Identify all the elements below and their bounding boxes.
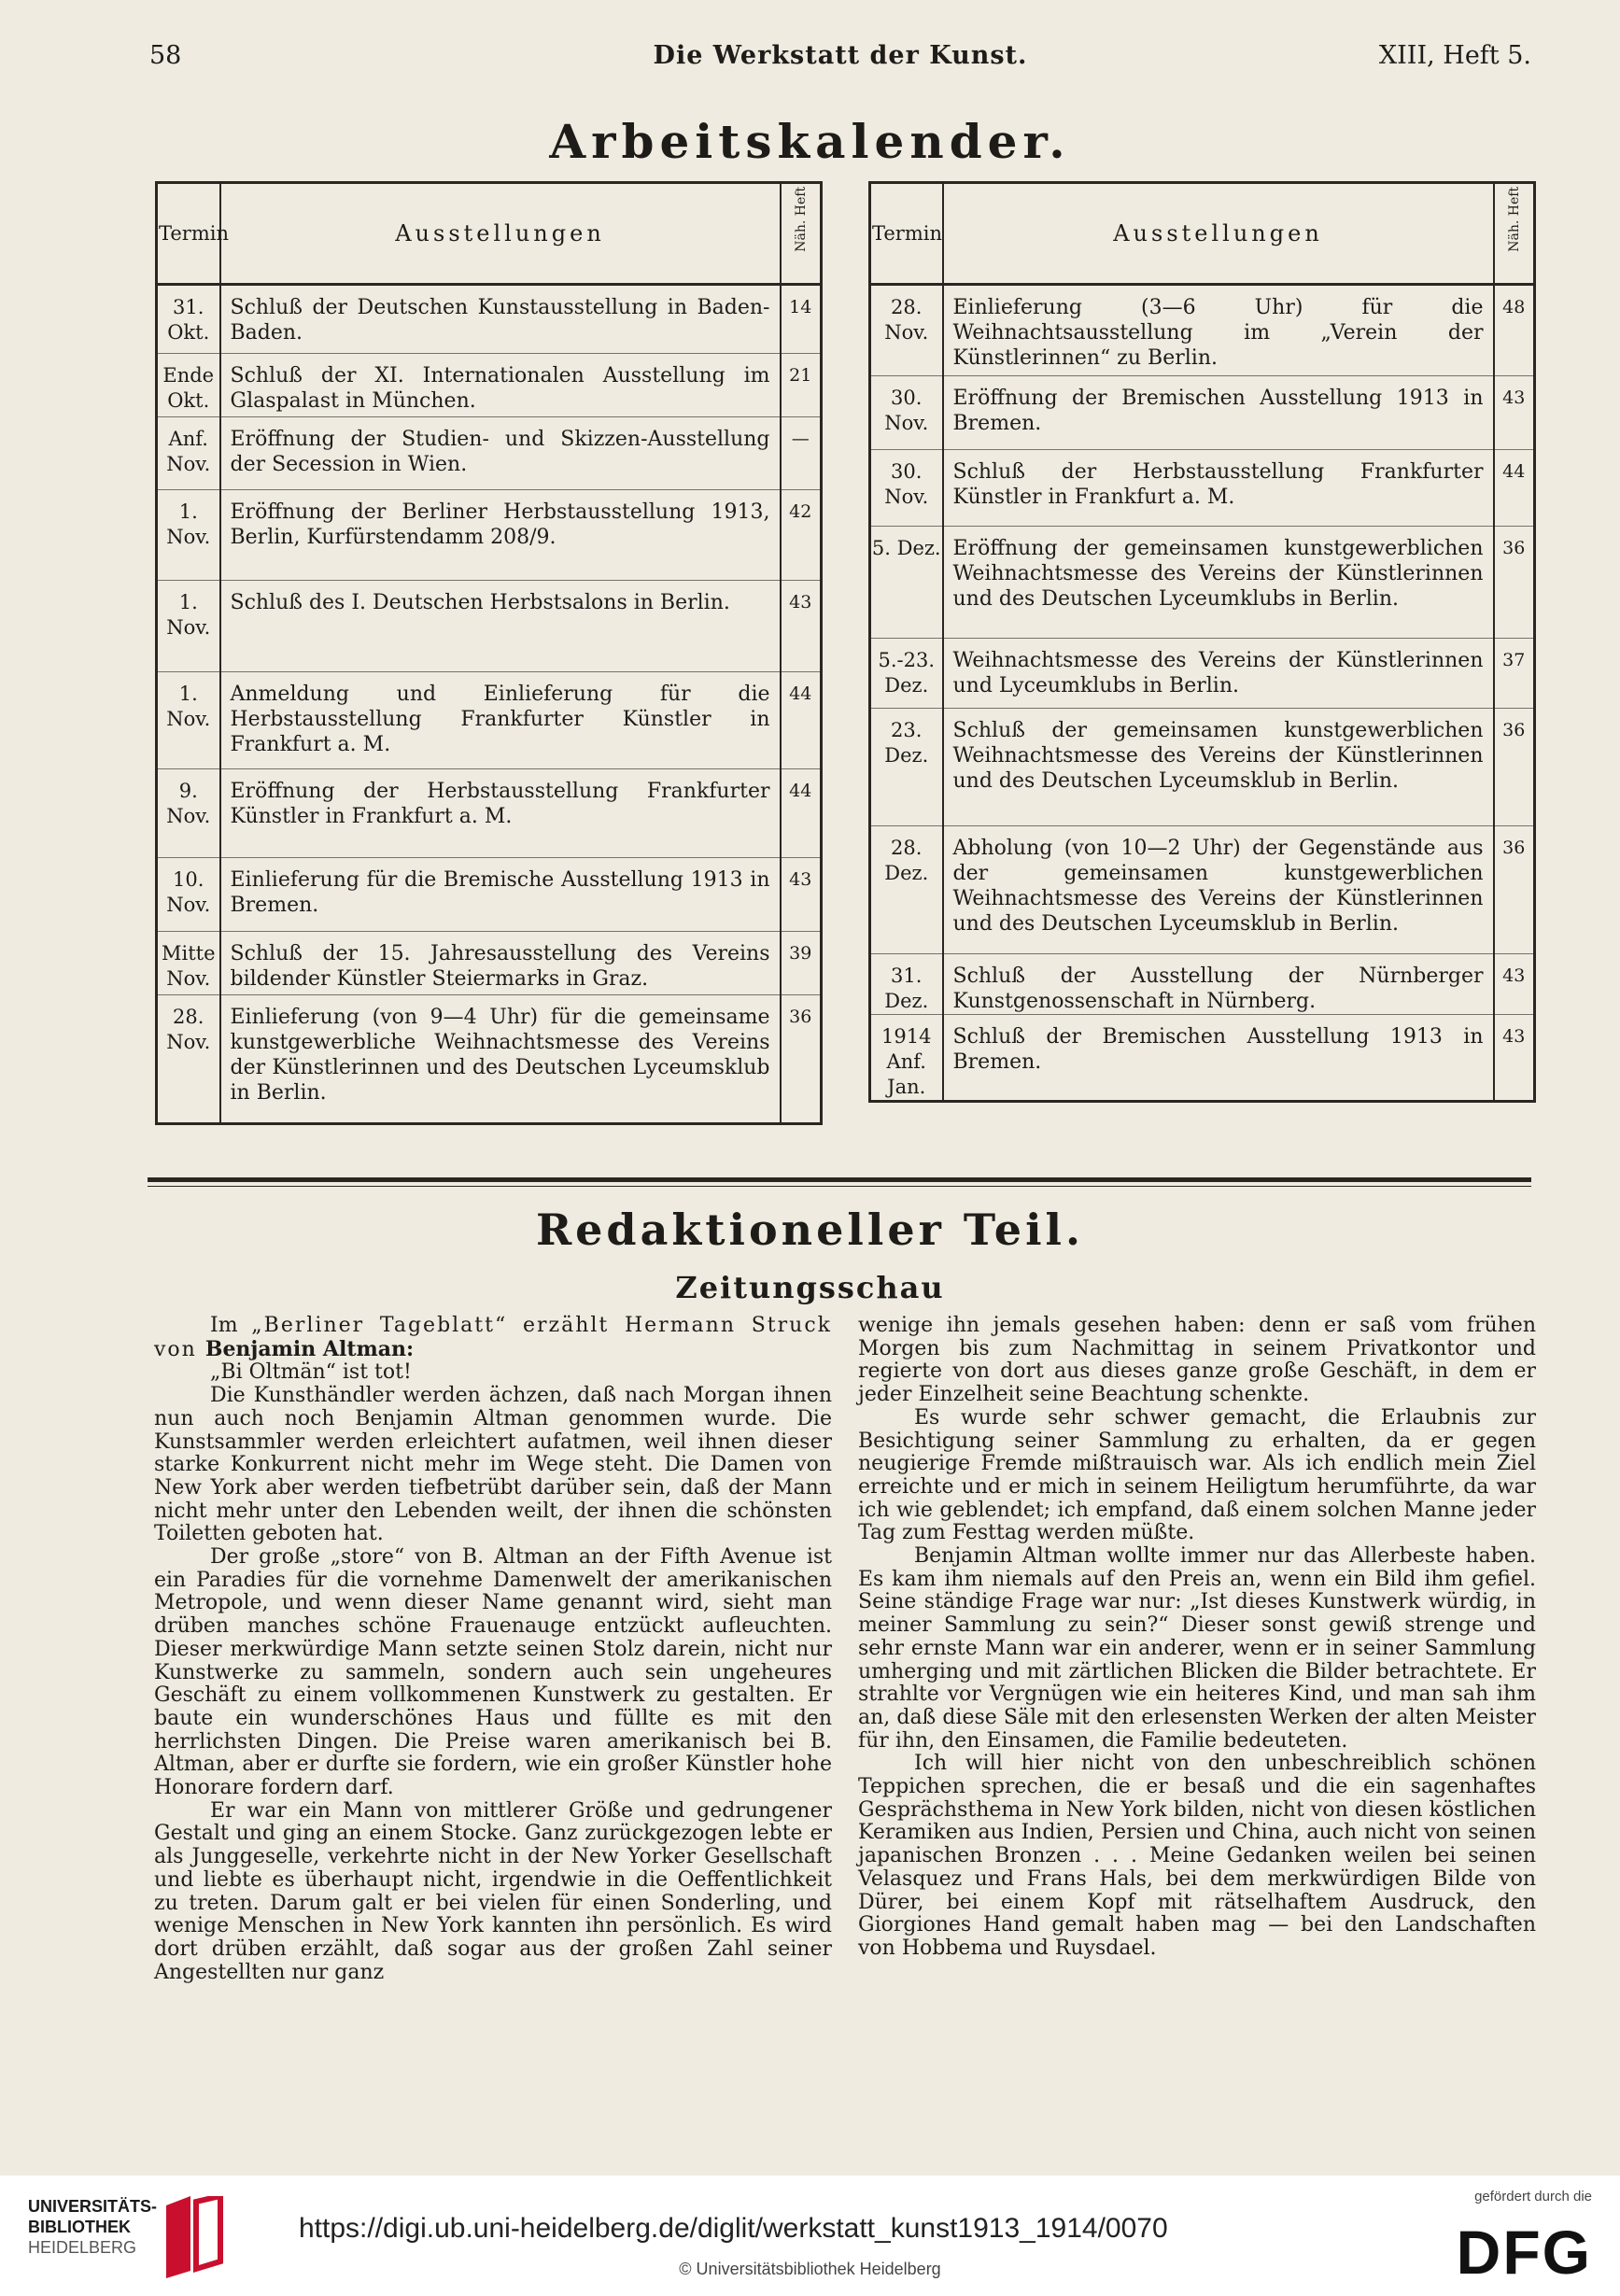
funder-logo[interactable] bbox=[1405, 2189, 1592, 2291]
calendar-entry: Abholung (von 10—2 Uhr) der Gegenstände aus der gemeinsamen kunstgewerblichen Weihnachtsmesse des Vereins der Künstlerinnen und des Deutschen Lyceumsklub in Berlin. bbox=[943, 826, 1494, 954]
calendar-issue-ref: 36 bbox=[781, 995, 822, 1124]
column-header-issue bbox=[1494, 183, 1535, 285]
intro-text-b: erzählt Hermann Struck von bbox=[154, 1314, 832, 1361]
calendar-entry: Eröffnung der Studien- und Skizzen-Ausstellung der Secession in Wien. bbox=[220, 417, 781, 490]
calendar-date: 30. Nov. bbox=[870, 450, 943, 527]
intro-subject: Benjamin Altman: bbox=[204, 1336, 415, 1361]
calendar-issue-ref: 36 bbox=[1494, 826, 1535, 954]
calendar-issue-ref: 44 bbox=[781, 672, 822, 769]
article-intro bbox=[154, 1315, 832, 1361]
column-header-term: Termin bbox=[157, 183, 220, 285]
calendar-row bbox=[157, 672, 822, 769]
calendar-date: 31. Dez. bbox=[870, 954, 943, 1015]
section-divider bbox=[148, 1177, 1531, 1182]
calendar-row bbox=[157, 354, 822, 417]
library-name-line: UNIVERSITÄTS- bbox=[28, 2197, 158, 2216]
running-header bbox=[149, 41, 1531, 78]
calendar-row bbox=[870, 527, 1535, 639]
article-paragraph: wenige ihn jemals gesehen haben: denn er saß vom frühen Morgen bis zum Nachmittag in seinem Privatkontor und regierte von dort aus dieses ganze große Geschäft, in dem er jeder Einzelheit seine Beachtung schenkte. bbox=[858, 1314, 1536, 1407]
calendar-date: Ende Okt. bbox=[157, 354, 220, 417]
calendar-table-left bbox=[155, 181, 823, 1125]
calendar-issue-ref: 42 bbox=[781, 490, 822, 581]
calendar-row bbox=[157, 769, 822, 858]
calendar-entry: Schluß der Ausstellung der Nürnberger Kunstgenossenschaft in Nürnberg. bbox=[943, 954, 1494, 1015]
calendar-entry: Schluß der gemeinsamen kunstgewerblichen Weihnachtsmesse des Vereins der Künstlerinnen und des Deutschen Lyceumsklub in Berlin. bbox=[943, 709, 1494, 826]
calendar-entry: Eröffnung der Bremischen Ausstellung 1913 in Bremen. bbox=[943, 376, 1494, 450]
footer-bar bbox=[0, 2176, 1620, 2296]
calendar-body-right bbox=[870, 285, 1535, 1102]
column-header-exhibitions: Ausstellungen bbox=[943, 183, 1494, 285]
calendar-header-row bbox=[870, 183, 1535, 285]
calendar-row bbox=[870, 376, 1535, 450]
calendar-issue-ref: 43 bbox=[781, 858, 822, 932]
calendar-entry: Schluß der XI. Internationalen Ausstellung im Glaspalast in München. bbox=[220, 354, 781, 417]
calendar-date: 28. Dez. bbox=[870, 826, 943, 954]
calendar-date: 23. Dez. bbox=[870, 709, 943, 826]
column-header-issue bbox=[781, 183, 822, 285]
calendar-date: 5.-23. Dez. bbox=[870, 639, 943, 709]
funder-caption: gefördert durch die bbox=[1474, 2189, 1592, 2204]
calendar-issue-ref: 36 bbox=[1494, 527, 1535, 639]
copyright-notice: © Universitätsbibliothek Heidelberg bbox=[679, 2260, 941, 2278]
calendar-row bbox=[870, 954, 1535, 1015]
intro-text-a: Im bbox=[210, 1314, 252, 1337]
calendar-entry: Einlieferung (3—6 Uhr) für die Weihnachtsausstellung im „Verein der Künstlerinnen“ zu Berlin. bbox=[943, 285, 1494, 376]
calendar-issue-ref: — bbox=[781, 417, 822, 490]
calendar-date: 31. Okt. bbox=[157, 285, 220, 354]
calendar-row bbox=[157, 581, 822, 672]
calendar-date: 1914 Anf. Jan. bbox=[870, 1015, 943, 1102]
article-quote: „Bi Oltmän“ ist tot! bbox=[210, 1360, 412, 1385]
calendar-issue-ref: 37 bbox=[1494, 639, 1535, 709]
calendar-entry: Schluß der Herbstausstellung Frankfurter Künstler in Frankfurt a. M. bbox=[943, 450, 1494, 527]
calendar-issue-ref: 14 bbox=[781, 285, 822, 354]
library-name bbox=[28, 2196, 157, 2258]
article-paragraph: Der große „store“ von B. Altman an der Fifth Avenue ist ein Paradies für die vornehme Damenwelt der amerikanischen Metropole, und wenn dieser Name genannt wird, sieht man drüben manches schöne Frauenauge entzückt aufleuchten. Dieser merkwürdige Mann setzte seinen Stolz darein, nicht nur Kunstwerke zu sammeln, sondern auch sein ungeheures Geschäft zu einem vollkommenen Kunstwerk zu gestalten. Er baute ein wunderschönes Haus und füllte es mit den herrlichsten Dingen. Die Preise waren amerikanisch bei B. Altman, aber er durfte sie fordern, wie ein großer Künstler hohe Honorare fordern darf. bbox=[154, 1545, 832, 1800]
calendar-entry: Schluß der 15. Jahresausstellung des Vereins bildender Künstler Steiermarks in Graz. bbox=[220, 932, 781, 995]
calendar-date: 28. Nov. bbox=[157, 995, 220, 1124]
calendar-entry: Eröffnung der gemeinsamen kunstgewerblichen Weihnachtsmesse des Vereins der Künstlerinnen und des Deutschen Lyceumklubs in Berlin. bbox=[943, 527, 1494, 639]
calendar-issue-ref: 44 bbox=[781, 769, 822, 858]
article-paragraph: Er war ein Mann von mittlerer Größe und gedrungener Gestalt und ging an einem Stocke. Ganz zurückgezogen lebte er als Junggeselle, verkehrte nicht in der New Yorker Gesellschaft und liebte es überhaupt nicht, irgendwie in die Oeffentlichkeit zu treten. Darum galt er bei vielen für einen Sonderling, und wenige Menschen in New York kannten ihn persönlich. Es wird dort drüben erzählt, daß sogar aus der großen Zahl seiner Angestellten nur ganz bbox=[154, 1798, 832, 1984]
library-name-line: HEIDELBERG bbox=[28, 2238, 137, 2257]
calendar-issue-ref: 43 bbox=[1494, 1015, 1535, 1102]
calendar-table-right bbox=[868, 181, 1536, 1103]
calendar-date: 5. Dez. bbox=[870, 527, 943, 639]
calendar-date: Mitte Nov. bbox=[157, 932, 220, 995]
calendar-date: 1. Nov. bbox=[157, 672, 220, 769]
editorial-title: Redaktioneller Teil. bbox=[535, 1204, 1085, 1255]
calendar-row bbox=[870, 285, 1535, 376]
issue-label: XIII, Heft 5. bbox=[1378, 41, 1531, 70]
intro-source: „Berliner Tageblatt“ bbox=[251, 1314, 508, 1337]
calendar-date: 30. Nov. bbox=[870, 376, 943, 450]
article-paragraph: Die Kunsthändler werden ächzen, daß nach Morgan ihnen nun auch noch Benjamin Altman genommen wurde. Die Kunstsammler werden erleichtert aufatmen, weil ihnen dieser starke Konkurrent nicht mehr im Wege steht. Die Damen von New York aber werden tiefbetrübt darüber sein, daß der Mann nicht mehr unter den Lebenden weilt, der ihnen die schönsten Toiletten geboten hat. bbox=[154, 1384, 832, 1546]
calendar-row bbox=[157, 932, 822, 995]
calendar-issue-ref: 36 bbox=[1494, 709, 1535, 826]
calendar-date: 28. Nov. bbox=[870, 285, 943, 376]
journal-title: Die Werkstatt der Kunst. bbox=[653, 41, 1028, 70]
article-paragraph: Ich will hier nicht von den unbeschreiblich schönen Teppichen sprechen, die er besaß und die ein sagenhaftes Gesprächsthema in New York bilden, nicht von diesen köstlichen Keramiken aus Indien, Persien und China, auch nicht von seinen japanischen Bronzen . . . Meine Gedanken weilen bei seinen Velasquez und Frans Hals, bei dem merkwürdigen Bilde von Dürer, bei einem Kopf mit rätselhaftem Ausdruck, den Giorgiones Hand gemalt haben mag — bei den Landschaften von Hobbema und Ruysdael. bbox=[858, 1752, 1536, 1960]
permalink-url[interactable]: https://digi.ub.uni-heidelberg.de/diglit/werkstatt_kunst1913_1914/0070 bbox=[299, 2213, 1168, 2244]
article-paragraph: Es wurde sehr schwer gemacht, die Erlaubnis zur Besichtigung seiner Sammlung zu erhalten, da er gegen neugierige Fremde mißtrauisch war. Als ich endlich mein Ziel erreichte und er mich in seinem Heiligtum herumführte, da war ich wie geblendet; ich empfand, daß einem solchen Manne jeder Tag zum Festtag werden müßte. bbox=[858, 1405, 1536, 1545]
calendar-entry: Anmeldung und Einlieferung für die Herbstausstellung Frankfurter Künstler in Frankfurt a. M. bbox=[220, 672, 781, 769]
calendar-row bbox=[157, 858, 822, 932]
calendar-entry: Eröffnung der Berliner Herbstausstellung 1913, Berlin, Kurfürstendamm 208/9. bbox=[220, 490, 781, 581]
calendar-entry: Schluß der Bremischen Ausstellung 1913 in Bremen. bbox=[943, 1015, 1494, 1102]
calendar-entry: Schluß des I. Deutschen Herbstsalons in Berlin. bbox=[220, 581, 781, 672]
calendar-row bbox=[870, 450, 1535, 527]
calendar-row bbox=[157, 417, 822, 490]
dfg-logo-text: DFG bbox=[1456, 2218, 1592, 2287]
calendar-body-left bbox=[157, 285, 822, 1124]
calendar-issue-ref: 21 bbox=[781, 354, 822, 417]
calendar-issue-ref: 44 bbox=[1494, 450, 1535, 527]
calendar-row bbox=[157, 285, 822, 354]
calendar-date: 10. Nov. bbox=[157, 858, 220, 932]
calendar-issue-ref: 43 bbox=[781, 581, 822, 672]
calendar-row bbox=[870, 709, 1535, 826]
section-title: Zeitungsschau bbox=[675, 1270, 945, 1305]
page-number: 58 bbox=[149, 41, 182, 70]
section-divider-thin bbox=[148, 1186, 1531, 1187]
calendar-entry: Weihnachtsmesse des Vereins der Künstlerinnen und Lyceumklubs in Berlin. bbox=[943, 639, 1494, 709]
article-paragraph: Benjamin Altman wollte immer nur das Allerbeste haben. Es kam ihm niemals auf den Preis an, wenn ein Bild ihm gefiel. Seine ständige Frage war nur: „Ist dieses Kunstwerk würdig, in meiner Sammlung zu sein?“ Dieser sonst gewiß strenge und sehr ernste Mann war ein anderer, wenn er in seiner Sammlung umherging und mit zärtlichen Blicken die Bilder betrachtete. Er strahlte vor Vergnügen wie ein heiteres Kind, und man sah ihm an, daß diese Säle mit den erlesensten Werken der alten Meister für ihn, den Einsamen, die Familie bedeuteten. bbox=[858, 1544, 1536, 1753]
calendar-entry: Einlieferung (von 9—4 Uhr) für die gemeinsame kunstgewerbliche Weihnachtsmesse des Vereins der Künstlerinnen und des Deutschen Lyceumsklub in Berlin. bbox=[220, 995, 781, 1124]
article-column-left bbox=[154, 1315, 832, 1984]
article-column-right bbox=[858, 1315, 1536, 1961]
calendar-row bbox=[870, 826, 1535, 954]
calendar-issue-ref: 43 bbox=[1494, 954, 1535, 1015]
calendar-issue-ref: 39 bbox=[781, 932, 822, 995]
calendar-row bbox=[870, 639, 1535, 709]
column-header-exhibitions: Ausstellungen bbox=[220, 183, 781, 285]
calendar-title: Arbeitskalender. bbox=[549, 114, 1071, 169]
calendar-entry: Schluß der Deutschen Kunstausstellung in Baden-Baden. bbox=[220, 285, 781, 354]
calendar-issue-ref: 43 bbox=[1494, 376, 1535, 450]
calendar-row bbox=[157, 490, 822, 581]
calendar-date: 1. Nov. bbox=[157, 581, 220, 672]
column-header-issue-label: Näh. Heft bbox=[1506, 186, 1522, 252]
calendar-row bbox=[870, 1015, 1535, 1102]
calendar-row bbox=[157, 995, 822, 1124]
calendar-date: 1. Nov. bbox=[157, 490, 220, 581]
column-header-issue-label: Näh. Heft bbox=[793, 186, 809, 252]
calendar-header-row bbox=[157, 183, 822, 285]
library-name-line: BIBLIOTHEK bbox=[28, 2218, 131, 2236]
calendar-date: 9. Nov. bbox=[157, 769, 220, 858]
calendar-entry: Eröffnung der Herbstausstellung Frankfurter Künstler in Frankfurt a. M. bbox=[220, 769, 781, 858]
calendar-date: Anf. Nov. bbox=[157, 417, 220, 490]
calendar-entry: Einlieferung für die Bremische Ausstellung 1913 in Bremen. bbox=[220, 858, 781, 932]
column-header-term: Termin bbox=[870, 183, 943, 285]
calendar-issue-ref: 48 bbox=[1494, 285, 1535, 376]
